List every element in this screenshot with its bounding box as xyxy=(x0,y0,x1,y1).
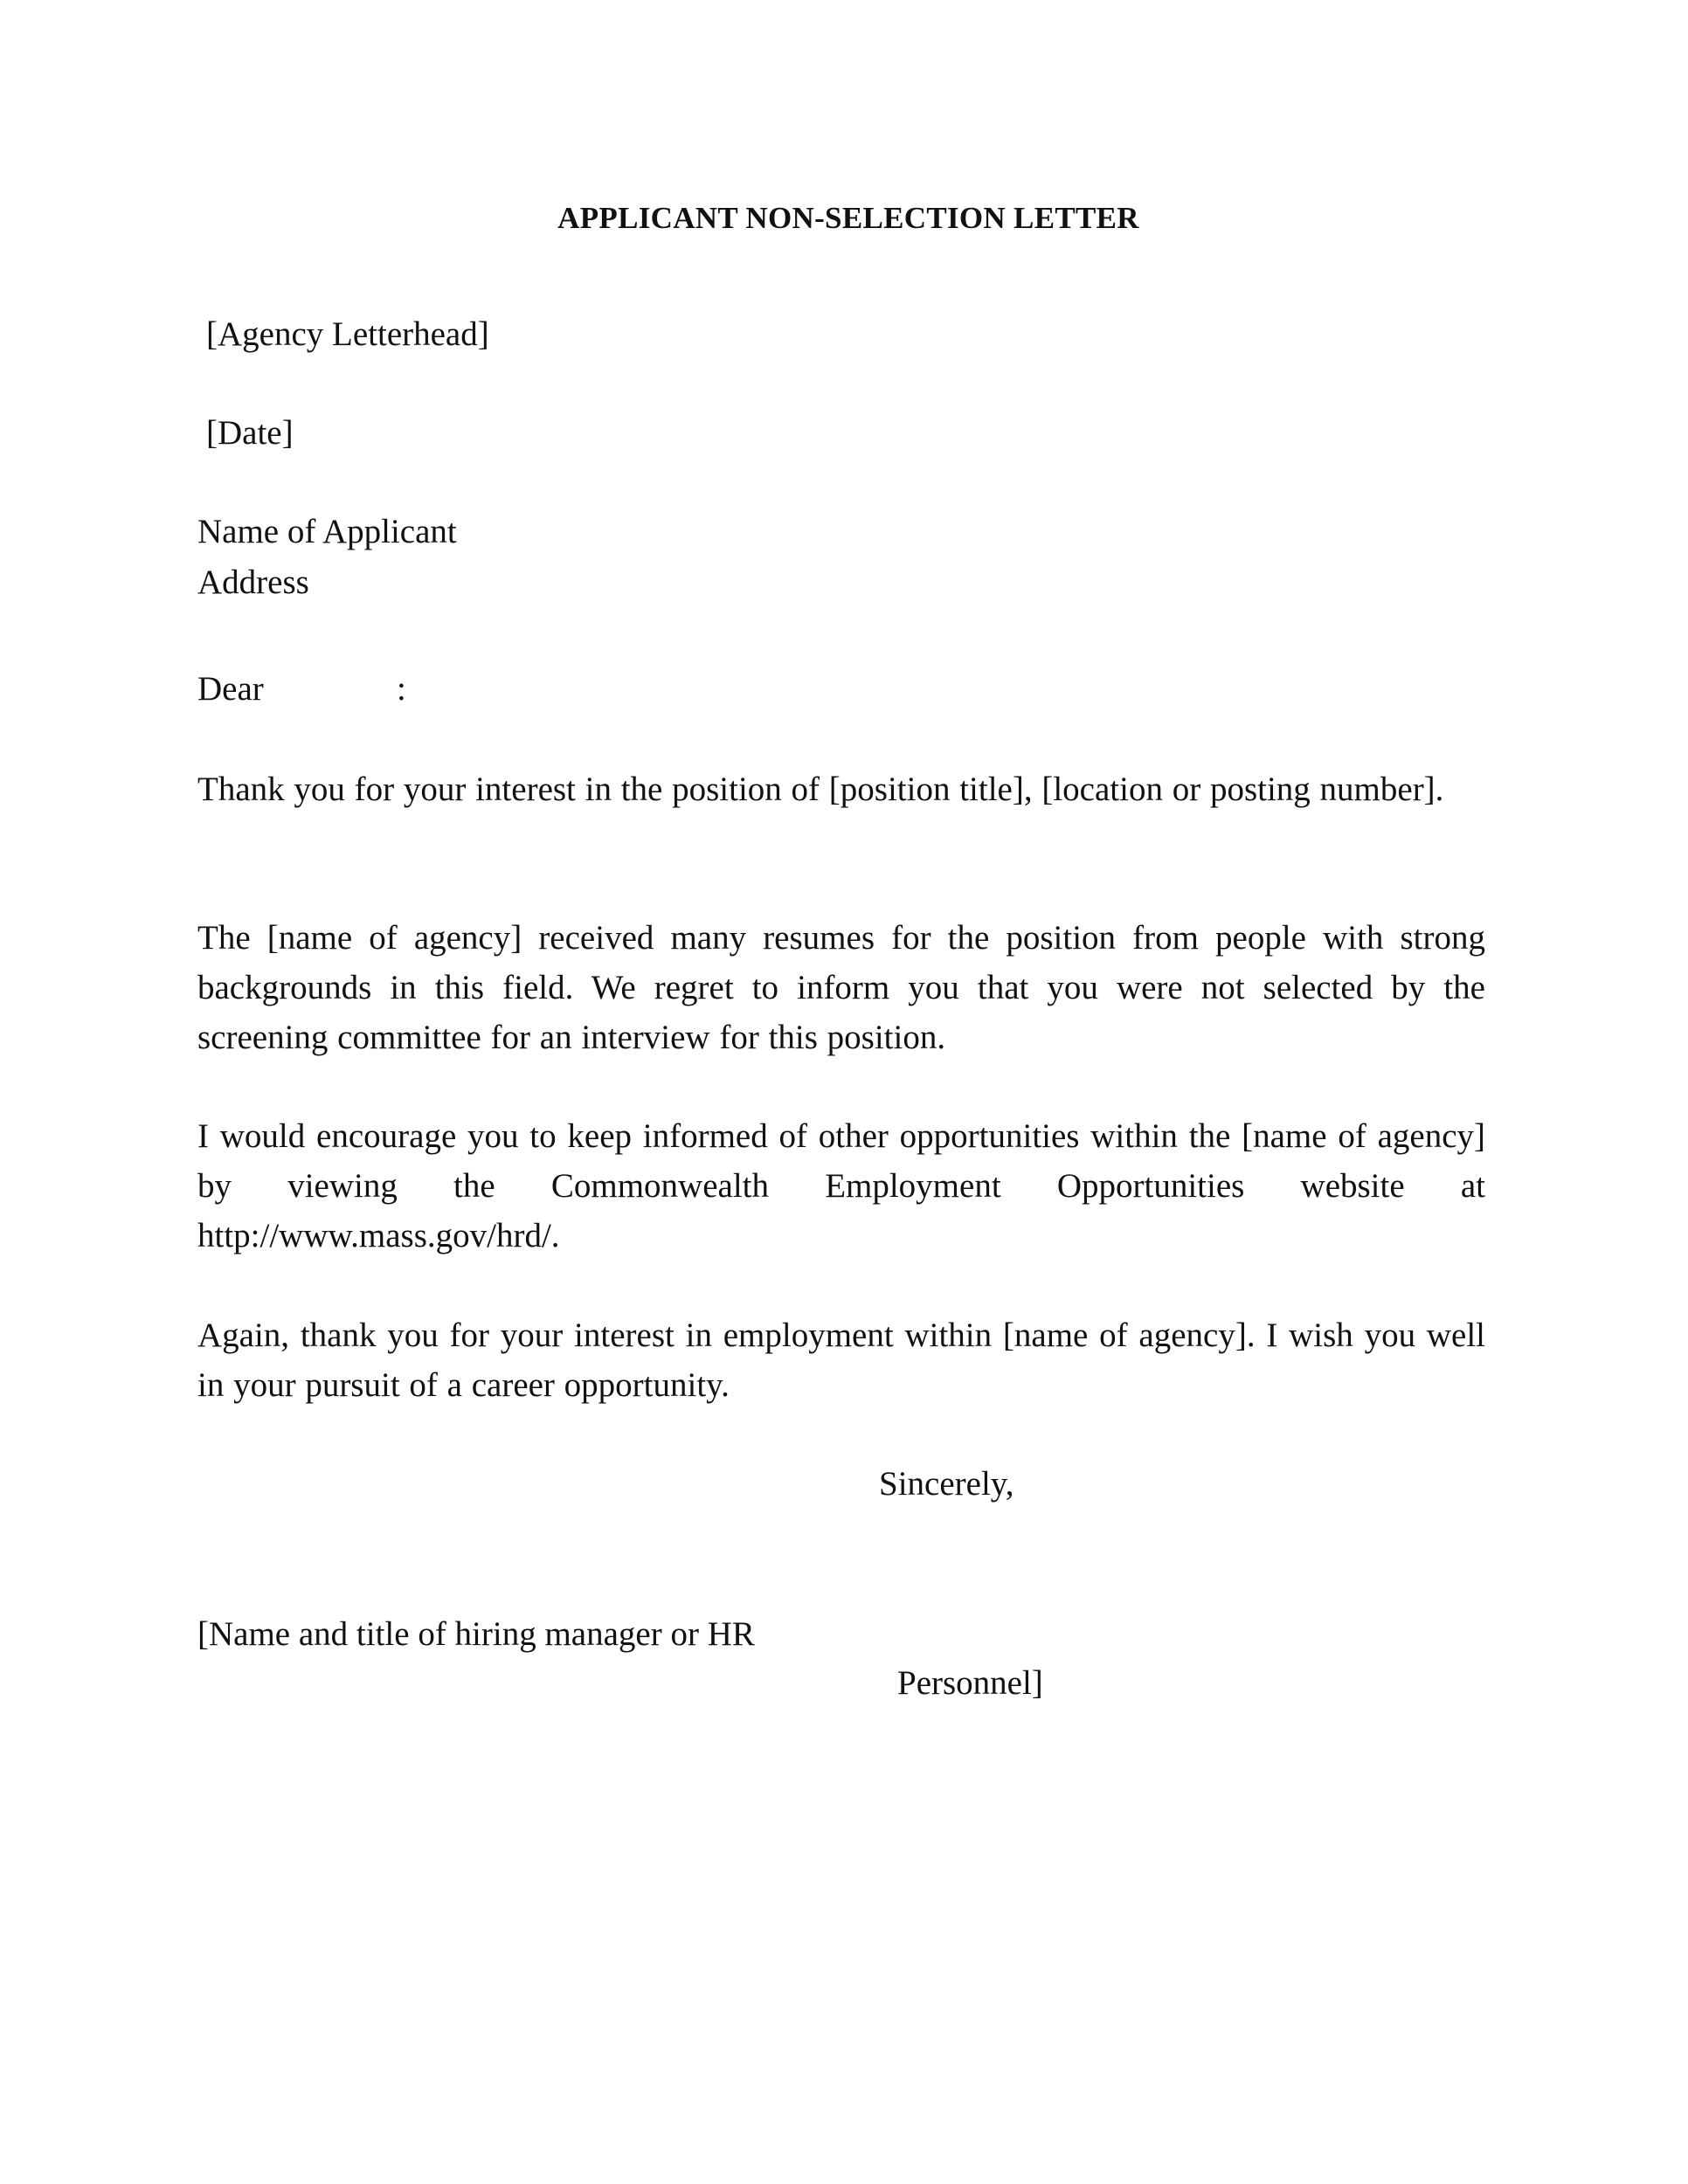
letter-date: [Date] xyxy=(206,414,294,452)
paragraph-opportunities: I would encourage you to keep informed of other opportunities within the [name of agency] by viewing the Commonwealth Employment Opportunities website at http://www.mass.gov/hrd/. xyxy=(197,1117,1485,1254)
closing: Sincerely, xyxy=(879,1465,1014,1503)
agency-letterhead: [Agency Letterhead] xyxy=(206,315,489,353)
salutation-colon: : xyxy=(397,670,406,708)
paragraph-well-wishes: Again, thank you for your interest in employment within [name of agency]. I wish you well in your pursuit of a career opportunity. xyxy=(197,1317,1485,1404)
signature-line-1: [Name and title of hiring manager or HR xyxy=(197,1615,755,1653)
paragraph-position-interest: Thank you for your interest in the position of [position title], [location or posting number]. xyxy=(197,771,1444,808)
paragraph-not-selected: The [name of agency] received many resumes for the position from people with strong backgrounds in this field. We regret to inform you that you were not selected by the screening committee for an interview for this position. xyxy=(197,919,1485,1056)
recipient-name: Name of Applicant xyxy=(197,513,457,550)
document-title: APPLICANT NON-SELECTION LETTER xyxy=(557,201,1139,235)
signature-line-2: Personnel] xyxy=(897,1664,1043,1702)
recipient-address: Address xyxy=(197,563,309,601)
salutation: Dear xyxy=(197,670,264,708)
